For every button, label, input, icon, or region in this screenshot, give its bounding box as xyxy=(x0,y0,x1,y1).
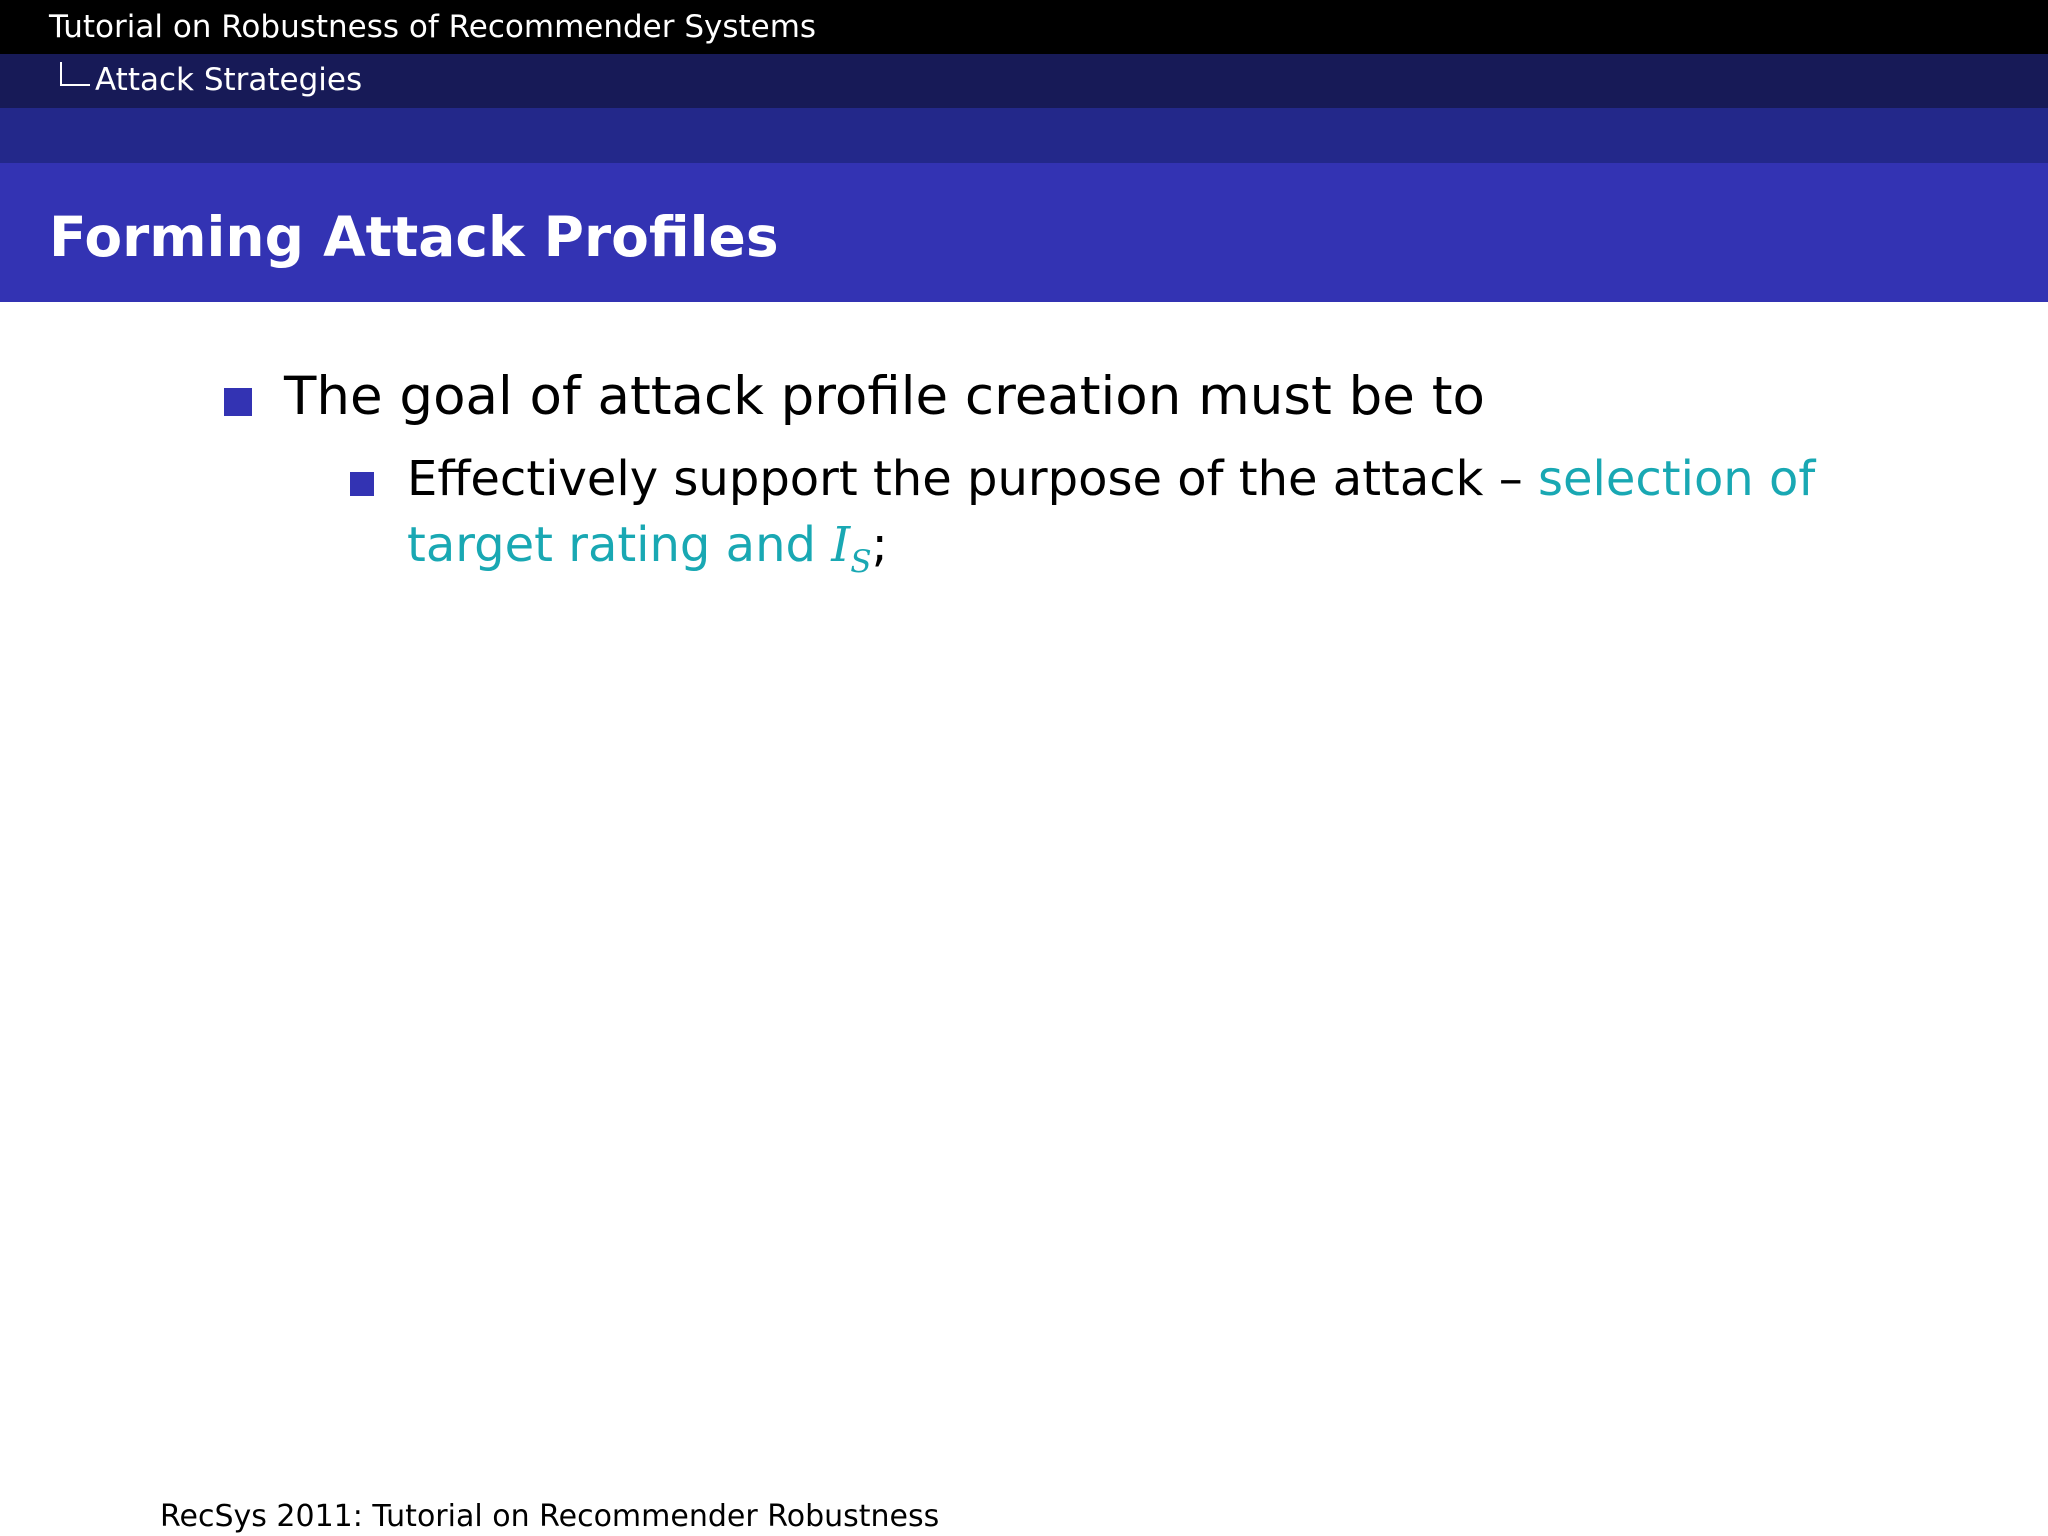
header-subsection-bar xyxy=(0,108,2048,163)
sub-bullet-line-2 xyxy=(407,512,888,595)
sub-bullet-text: Effectively support the purpose of the attack – xyxy=(407,451,1538,507)
sub-bullet-line-1 xyxy=(407,446,1815,512)
footer-text: RecSys 2011: Tutorial on Recommender Robustness xyxy=(160,1499,940,1534)
math-subscript: S xyxy=(850,543,872,580)
tree-corner-icon xyxy=(60,62,90,86)
header-presentation-bar xyxy=(0,0,2048,54)
math-symbol xyxy=(831,517,872,580)
bullet-text xyxy=(284,360,1485,434)
sub-bullet-trailing: ; xyxy=(871,517,888,573)
sub-bullet-highlight-1: selection of xyxy=(1537,451,1816,507)
bullet-text-content: The goal of attack profile creation must be to xyxy=(284,366,1485,427)
math-base: I xyxy=(831,517,851,573)
section-title: Attack Strategies xyxy=(95,62,363,98)
frame-title-bar xyxy=(0,163,2048,302)
sub-bullet-square-icon xyxy=(350,472,374,496)
bullet-square-icon xyxy=(224,388,252,416)
sub-bullet-highlight-2: target rating and xyxy=(407,517,832,573)
frame-title: Forming Attack Profiles xyxy=(49,205,779,269)
header-section-bar xyxy=(0,54,2048,108)
presentation-title: Tutorial on Robustness of Recommender Systems xyxy=(49,9,817,45)
